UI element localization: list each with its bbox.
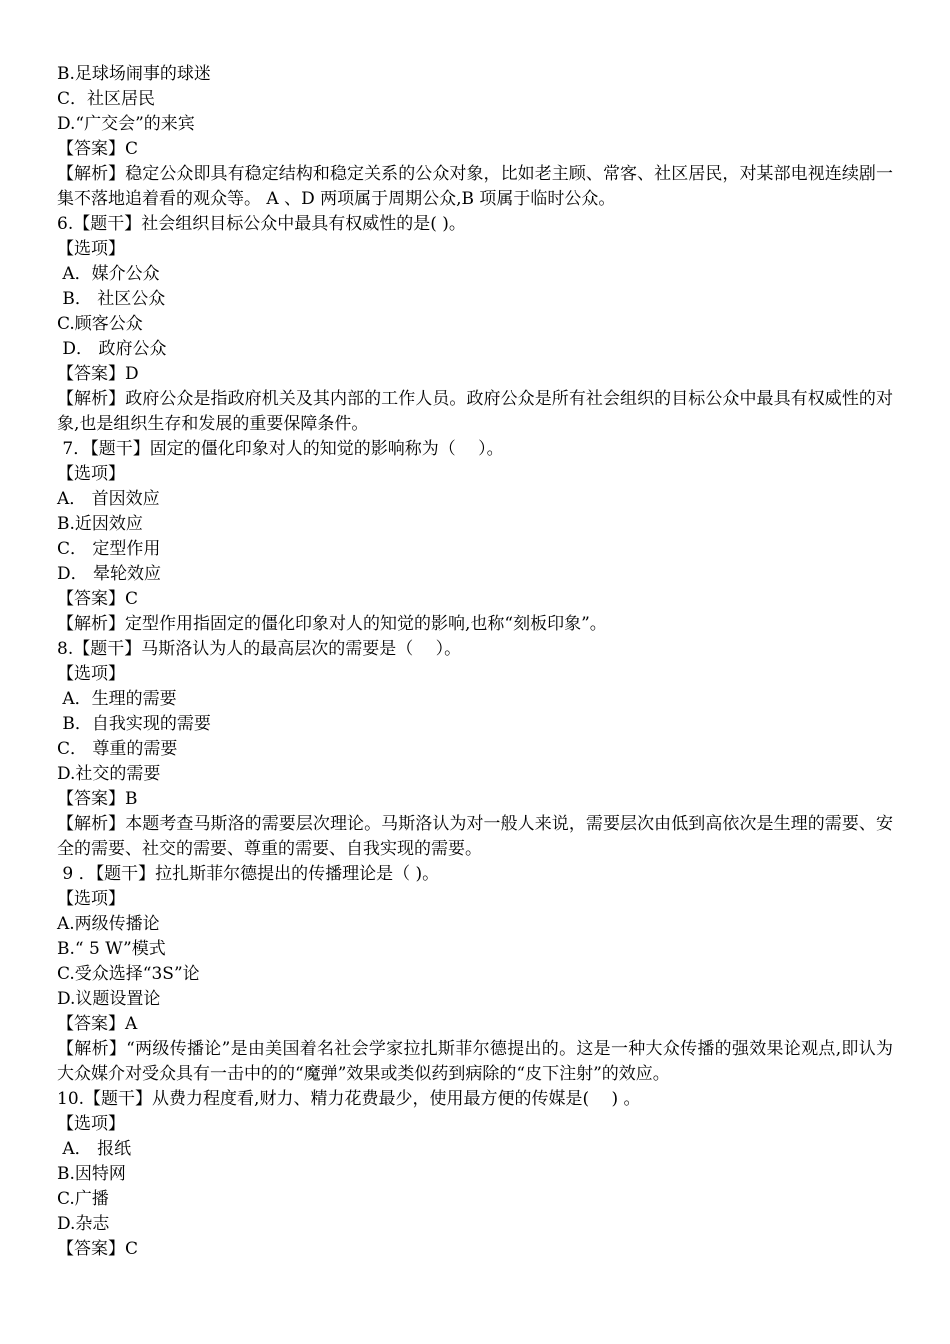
text-line-l4: 【答案】C xyxy=(57,139,139,159)
text-line-l13: 【解析】政府公众是指政府机关及其内部的工作人员。政府公众是所有社会组织的目标公众中最具有权威性的对象,也是组织生存和发展的重要保障条件。 xyxy=(57,389,893,434)
text-line-l17: B.近因效应 xyxy=(57,514,143,534)
text-line-l43: D.杂志 xyxy=(57,1214,110,1234)
text-line-l30: 9 ．【题干】拉扎斯菲尔德提出的传播理论是（ )。 xyxy=(57,864,440,884)
text-line-l18: C． 定型作用 xyxy=(57,539,161,559)
text-line-l11: D． 政府公众 xyxy=(57,339,167,359)
text-line-l41: B.因特网 xyxy=(57,1164,126,1184)
text-line-l10: C.顾客公众 xyxy=(57,314,143,334)
text-line-l35: D.议题设置论 xyxy=(57,989,161,1009)
text-line-l26: C． 尊重的需要 xyxy=(57,739,178,759)
text-line-l5: 【解析】稳定公众即具有稳定结构和稳定关系的公众对象，比如老主顾、常客、社区居民，对某部电视连续剧一集不落地追着看的观众等。 A 、D 两项属于周期公众,B 项属于临时公众。 xyxy=(57,164,893,209)
text-line-l14: 7．【题干】固定的僵化印象对人的知觉的影响称为（ ）。 xyxy=(57,439,504,459)
text-line-l16: A． 首因效应 xyxy=(57,489,160,509)
text-line-l37: 【解析】“两级传播论”是由美国着名社会学家拉扎斯菲尔德提出的。这是一种大众传播的强效果论观点,即认为大众媒介对受众具有一击中的的“魔弹”效果或类似药到病除的“皮下注射”的效应。 xyxy=(57,1039,893,1084)
text-line-l36: 【答案】A xyxy=(57,1014,138,1034)
text-line-l38: 10.【题干】从费力程度看,财力、精力花费最少，使用最方便的传媒是( ) 。 xyxy=(57,1089,641,1109)
text-line-l28: 【答案】B xyxy=(57,789,138,809)
text-line-l32: A.两级传播论 xyxy=(57,914,160,934)
text-line-l3: D.“广交会”的来宾 xyxy=(57,114,195,134)
text-line-l7: 【选项】 xyxy=(57,239,125,259)
text-line-l15: 【选项】 xyxy=(57,464,125,484)
text-line-l20: 【答案】C xyxy=(57,589,139,609)
text-line-l6: 6.【题干】社会组织目标公众中最具有权威性的是( )。 xyxy=(57,214,466,234)
text-line-l19: D． 晕轮效应 xyxy=(57,564,162,584)
text-line-l40: A． 报纸 xyxy=(57,1139,132,1159)
text-line-l31: 【选项】 xyxy=(57,889,125,909)
text-line-l44: 【答案】C xyxy=(57,1239,139,1259)
text-line-l2: C．社区居民 xyxy=(57,89,156,109)
text-line-l25: B．自我实现的需要 xyxy=(57,714,211,734)
text-line-l29: 【解析】本题考查马斯洛的需要层次理论。马斯洛认为对一般人来说，需要层次由低到高依次是生理的需要、安全的需要、社交的需要、尊重的需要、自我实现的需要。 xyxy=(57,814,893,859)
text-line-l33: B.“ 5 W”模式 xyxy=(57,939,166,959)
text-line-l12: 【答案】D xyxy=(57,364,139,384)
text-line-l42: C.广播 xyxy=(57,1189,109,1209)
text-line-l34: C.受众选择“3S”论 xyxy=(57,964,200,984)
text-line-l39: 【选项】 xyxy=(57,1114,125,1134)
text-line-l27: D.社交的需要 xyxy=(57,764,161,784)
text-line-l9: B． 社区公众 xyxy=(57,289,166,309)
text-line-l24: A．生理的需要 xyxy=(57,689,177,709)
text-line-l23: 【选项】 xyxy=(57,664,125,684)
text-line-l21: 【解析】定型作用指固定的僵化印象对人的知觉的影响,也称“刻板印象”。 xyxy=(57,614,607,634)
text-line-l22: 8.【题干】马斯洛认为人的最高层次的需要是（ ）。 xyxy=(57,639,462,659)
text-line-l1: B.足球场闹事的球迷 xyxy=(57,64,211,84)
text-line-l8: A．媒介公众 xyxy=(57,264,160,284)
document-page xyxy=(57,62,893,1262)
